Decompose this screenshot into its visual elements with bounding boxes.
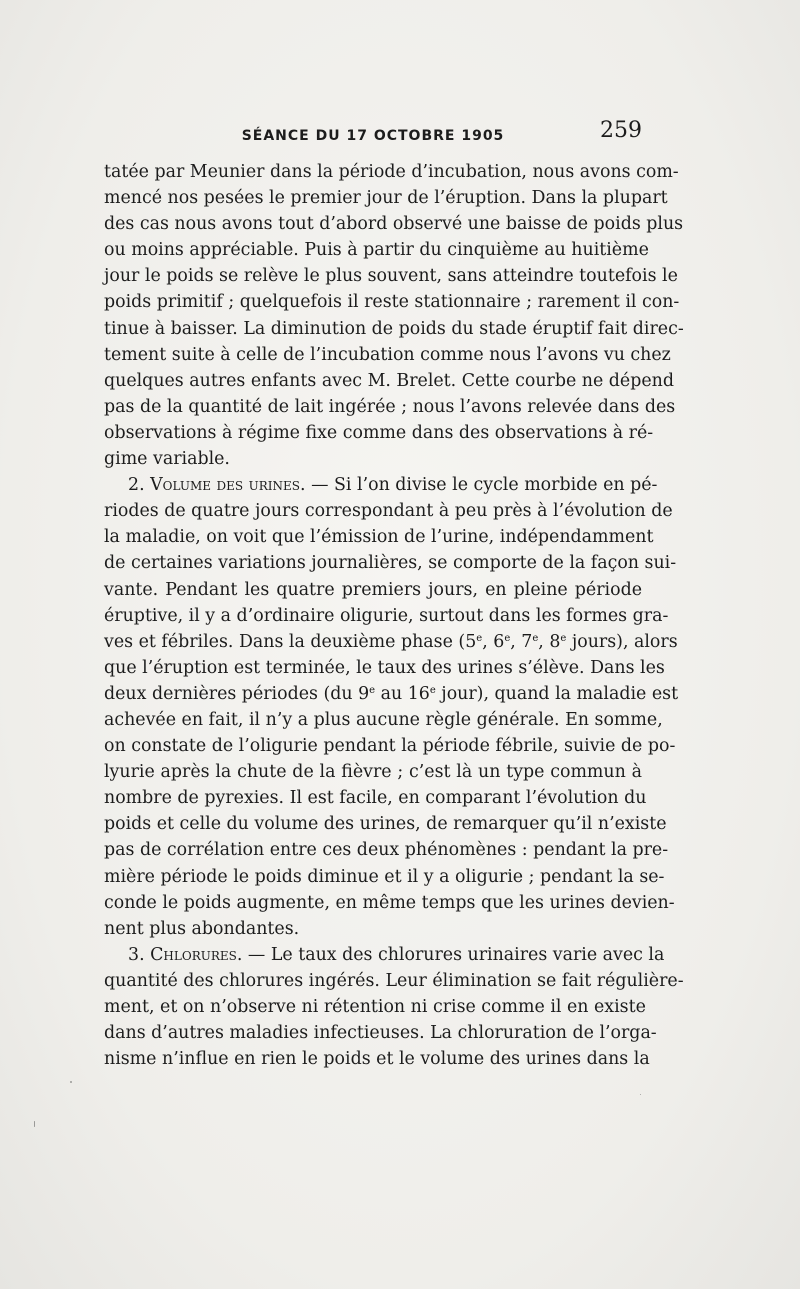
ordinal-superscript: e (504, 632, 511, 644)
text-line: observations à régime fixe comme dans des observations à ré- (104, 422, 654, 443)
text-line: lyurie après la chute de la fièvre ; c’est là un type commun à (104, 762, 642, 783)
text-line: ment, et on n’observe ni rétention ni crise comme il en existe (104, 997, 646, 1017)
text-line: des cas nous avons tout d’abord observé une baisse de poids plus (104, 214, 684, 235)
text-line: nombre de pyrexies. Il est facile, en comparant l’évolution du (104, 788, 647, 809)
text-fragment: , 7 (510, 631, 533, 652)
text-line: mencé nos pesées le premier jour de l’éruption. Dans la plupart (104, 188, 668, 209)
text-line: gime variable. (104, 449, 230, 470)
section-title: Volume des urines. (150, 475, 306, 496)
text-line: poids et celle du volume des urines, de remarquer qu’il n’existe (104, 814, 667, 835)
paper-speck (34, 1121, 35, 1127)
section-heading-line (104, 942, 665, 968)
text-line: nisme n’influe en rien le poids et le volume des urines dans la (104, 1049, 650, 1070)
text-fragment: jours), alors (566, 631, 678, 652)
text-line: vante. Pendant les quatre premiers jours, en pleine période (104, 579, 642, 600)
text-line: tatée par Meunier dans la période d’incubation, nous avons com- (104, 162, 679, 182)
text-line: jour le poids se relève le plus souvent, sans atteindre toutefois le (104, 266, 678, 287)
text-fragment: — Si l’on divise le cycle morbide en pé- (305, 475, 658, 496)
text-line: éruptive, il y a d’ordinaire oligurie, surtout dans les formes gra- (104, 605, 669, 626)
running-title: SÉANCE DU 17 OCTOBRE 1905 (241, 128, 505, 144)
text-line (104, 629, 678, 655)
text-line: que l’éruption est terminée, le taux des urines s’élève. Dans les (104, 657, 665, 678)
text-line: nent plus abondantes. (104, 918, 300, 939)
text-fragment: au 16 (375, 683, 430, 704)
text-fragment: — Le taux des chlorures urinaires varie avec la (242, 944, 665, 965)
ordinal-superscript: e (476, 632, 483, 644)
text-fragment: deux dernières périodes (du 9 (104, 683, 370, 704)
text-line: poids primitif ; quelquefois il reste stationnaire ; rarement il con- (104, 292, 680, 313)
text-line: la maladie, on voit que l’émission de l’urine, indépendamment (104, 527, 654, 548)
ordinal-superscript: e (560, 632, 567, 644)
text-line: tement suite à celle de l’incubation comme nous l’avons vu chez (104, 344, 671, 365)
text-line: dans d’autres maladies infectieuses. La chloruration de l’orga- (104, 1023, 657, 1044)
text-line: mière période le poids diminue et il y a oligurie ; pendant la se- (104, 866, 665, 887)
section-heading-line (104, 472, 658, 498)
paper-speck (70, 1081, 72, 1083)
section-number: 2. (128, 475, 145, 496)
text-line: conde le poids augmente, en même temps que les urines devien- (104, 892, 675, 913)
text-line: quantité des chlorures ingérés. Leur élimination se fait régulière- (104, 970, 684, 991)
text-line: tinue à baisser. La diminution de poids du stade éruptif fait direc- (104, 318, 684, 339)
section-number: 3. (128, 944, 145, 965)
text-line: on constate de l’oligurie pendant la période fébrile, suivie de po- (104, 736, 676, 757)
ordinal-superscript: e (429, 684, 436, 696)
text-line: pas de la quantité de lait ingérée ; nous l’avons relevée dans des (104, 396, 676, 417)
text-line: achevée en fait, il n’y a plus aucune règle générale. En somme, (104, 709, 663, 730)
text-line: riodes de quatre jours correspondant à peu près à l’évolution de (104, 501, 673, 522)
text-fragment: jour), quand la maladie est (435, 683, 679, 704)
text-line: pas de corrélation entre ces deux phénomènes : pendant la pre- (104, 840, 669, 861)
text-fragment: , 6 (482, 631, 505, 652)
paper-speck (640, 1094, 641, 1095)
page-number: 259 (600, 118, 642, 143)
text-line: ou moins appréciable. Puis à partir du cinquième au huitième (104, 240, 649, 261)
ordinal-superscript: e (369, 684, 376, 696)
text-line: quelques autres enfants avec M. Brelet. Cette courbe ne dépend (104, 370, 674, 391)
ordinal-superscript: e (532, 632, 539, 644)
text-line (104, 681, 679, 707)
text-fragment: , 8 (538, 631, 561, 652)
text-line: de certaines variations journalières, se comporte de la façon sui- (104, 553, 677, 574)
running-head (104, 118, 642, 150)
body-text (104, 159, 684, 1072)
section-title: Chlorures. (150, 944, 243, 965)
text-fragment: ves et fébriles. Dans la deuxième phase (5 (104, 631, 477, 652)
